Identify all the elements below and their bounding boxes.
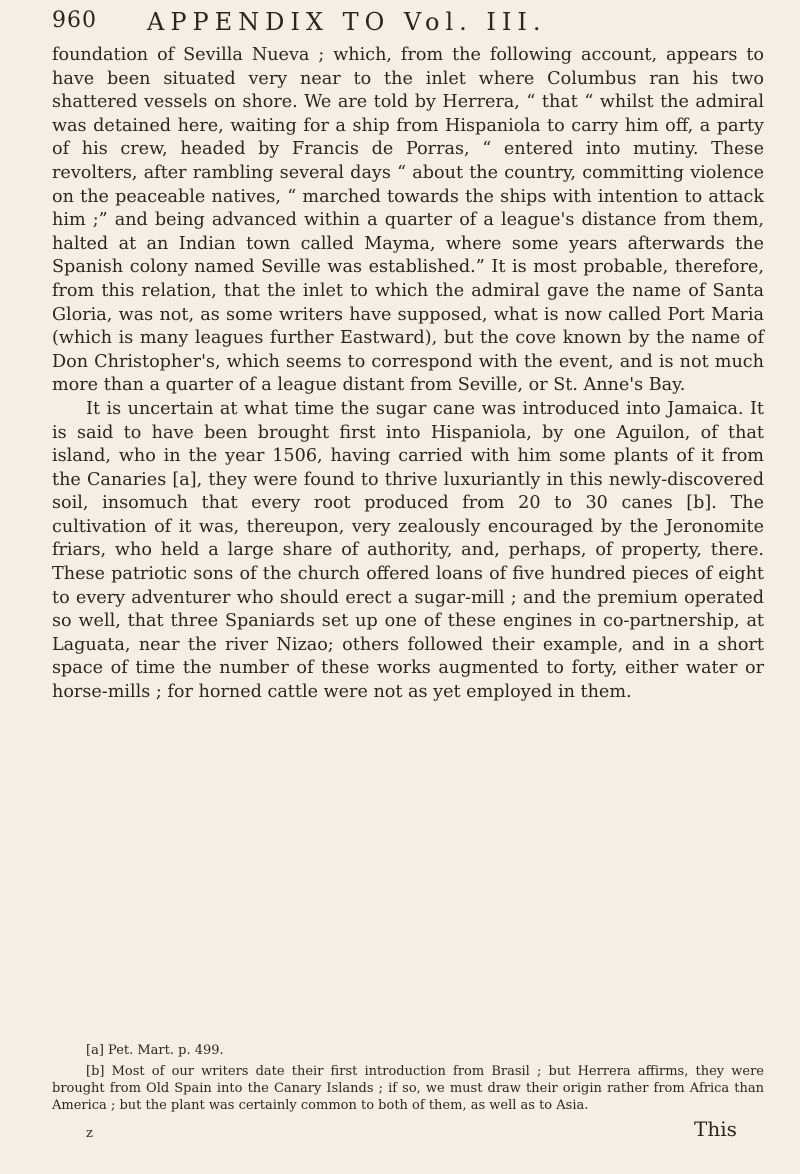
page-header [52, 8, 766, 38]
signature-mark: z [86, 1126, 93, 1141]
catchword: This [694, 1117, 737, 1141]
footnote: [b] Most of our writers date their first introduction from Brasil ; but Herrera affirms, they were brought from Old Spain into the Canary Islands ; if so, we must draw their origin rather from Africa than America ; but the plant was certainly common to both of them, as well as to Asia. [52, 1064, 764, 1113]
footnote: [a] Pet. Mart. p. 499. [86, 1043, 224, 1058]
paragraph: foundation of Sevilla Nueva ; which, from the following account, appears to have been situated very near to the inlet where Columbus ran his two shattered vessels on shore. We are told by Herrera, “ that “ whilst the admiral was detained here, waiting for a ship from Hispaniola to carry him off, a party of his crew, headed by Francis de Porras, “ entered into mutiny. These revolters, after rambling several days “ about the country, committing violence on the peaceable natives, “ marched towards the ships with intention to attack him ;” and being advanced within a quarter of a league's distance from them, halted at an Indian town called Mayma, where some years afterwards the Spanish colony named Seville was established.” It is most probable, therefore, from this relation, that the inlet to which the admiral gave the name of Santa Gloria, was not, as some writers have supposed, what is now called Port Maria (which is many leagues further Eastward), but the cove known by the name of Don Christopher's, which seems to correspond with the event, and is not much more than a quarter of a league distant from Seville, or St. Anne's Bay. [52, 45, 764, 396]
footnotes [52, 1042, 764, 1118]
page-number: 960 [52, 8, 97, 33]
body-text [52, 44, 764, 705]
running-head: APPENDIX TO Vol. III. [147, 8, 547, 36]
paragraph: It is uncertain at what time the sugar cane was introduced into Jamaica. It is said to have been brought first into Hispaniola, by one Aguilon, of that island, who in the year 1506, having carried with him some plants of it from the Canaries [a], they were found to thrive luxuriantly in this newly-discovered soil, insomuch that every root produced from 20 to 30 canes [b]. The cultivation of it was, thereupon, very zealously encouraged by the Jeronomite friars, who held a large share of authority, and, perhaps, of property, there. These patriotic sons of the church offered loans of five hundred pieces of eight to every adventurer who should erect a sugar-mill ; and the premium operated so well, that three Spaniards set up one of these engines in co-partnership, at Laguata, near the river Nizao; others followed their example, and in a short space of time the number of these works augmented to forty, either water or horse-mills ; for horned cattle were not as yet employed in them. [52, 398, 764, 703]
